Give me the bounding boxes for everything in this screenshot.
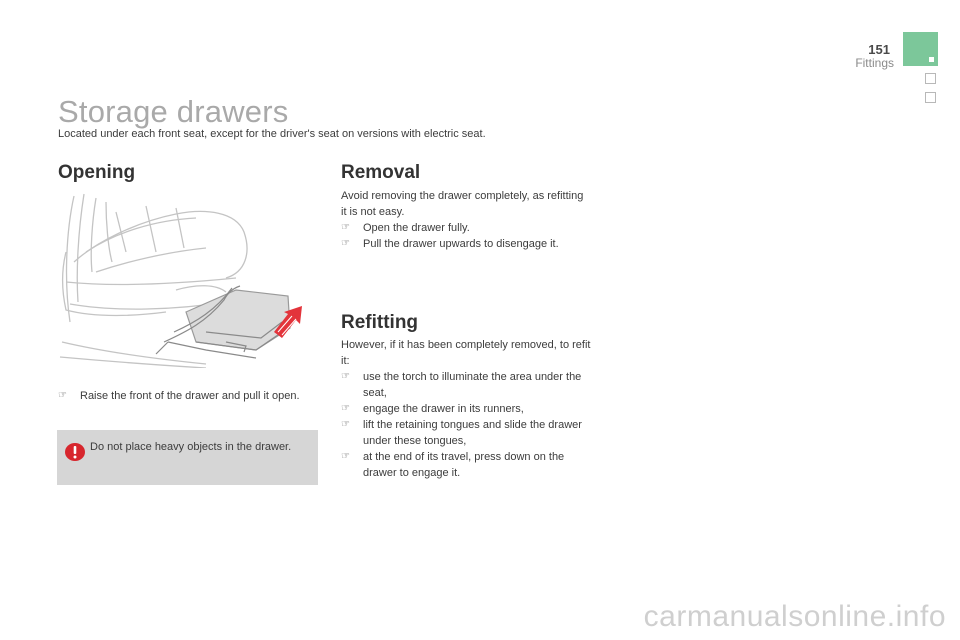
seat-drawer-illustration: [56, 192, 318, 368]
watermark: carmanualsonline.info: [643, 600, 946, 633]
page-title: Storage drawers: [58, 94, 289, 129]
pointing-hand-icon: ☞: [341, 451, 350, 462]
list-item-text: lift the retaining tongues and slide the drawer under these tongues,: [363, 419, 582, 447]
refitting-intro: However, if it has been completely removed, to refit it:: [341, 339, 591, 367]
chapter-tab[interactable]: [925, 73, 936, 84]
pointing-hand-icon: ☞: [341, 238, 350, 249]
refitting-heading: Refitting: [341, 312, 419, 333]
chapter-tab[interactable]: [925, 92, 936, 103]
pointing-hand-icon: ☞: [58, 390, 67, 401]
refitting-section: [341, 337, 593, 481]
list-item: [341, 236, 591, 252]
removal-heading: Removal: [341, 162, 421, 183]
list-item-text: use the torch to illuminate the area under the seat,: [363, 371, 582, 399]
page-subtitle: Located under each front seat, except for the driver's seat on versions with electric seat.: [58, 128, 486, 140]
list-item: [341, 449, 593, 481]
pointing-hand-icon: ☞: [341, 371, 350, 382]
exclamation-warning-icon: [65, 443, 85, 461]
warning-text: Do not place heavy objects in the drawer.: [90, 441, 292, 453]
tab-marker-icon: [929, 57, 934, 62]
list-item: [341, 417, 593, 449]
list-item: [58, 388, 340, 404]
list-item-text: engage the drawer in its runners,: [363, 403, 524, 415]
list-item-text: at the end of its travel, press down on the drawer to engage it.: [363, 451, 565, 479]
list-item-text: Raise the front of the drawer and pull it open.: [80, 390, 300, 402]
page-number: 151: [868, 42, 890, 57]
list-item-text: Open the drawer fully.: [363, 222, 470, 234]
warning-note: [57, 430, 318, 485]
removal-section: [341, 188, 591, 252]
opening-heading: Opening: [58, 162, 136, 183]
pointing-hand-icon: ☞: [341, 419, 350, 430]
list-item: [341, 220, 591, 236]
removal-intro: Avoid removing the drawer completely, as refitting it is not easy.: [341, 190, 584, 218]
list-item: [341, 369, 593, 401]
chapter-tab-active[interactable]: [903, 32, 938, 66]
pointing-hand-icon: ☞: [341, 222, 350, 233]
section-label: Fittings: [855, 56, 894, 70]
list-item: [341, 401, 593, 417]
list-item-text: Pull the drawer upwards to disengage it.: [363, 238, 559, 250]
pointing-hand-icon: ☞: [341, 403, 350, 414]
